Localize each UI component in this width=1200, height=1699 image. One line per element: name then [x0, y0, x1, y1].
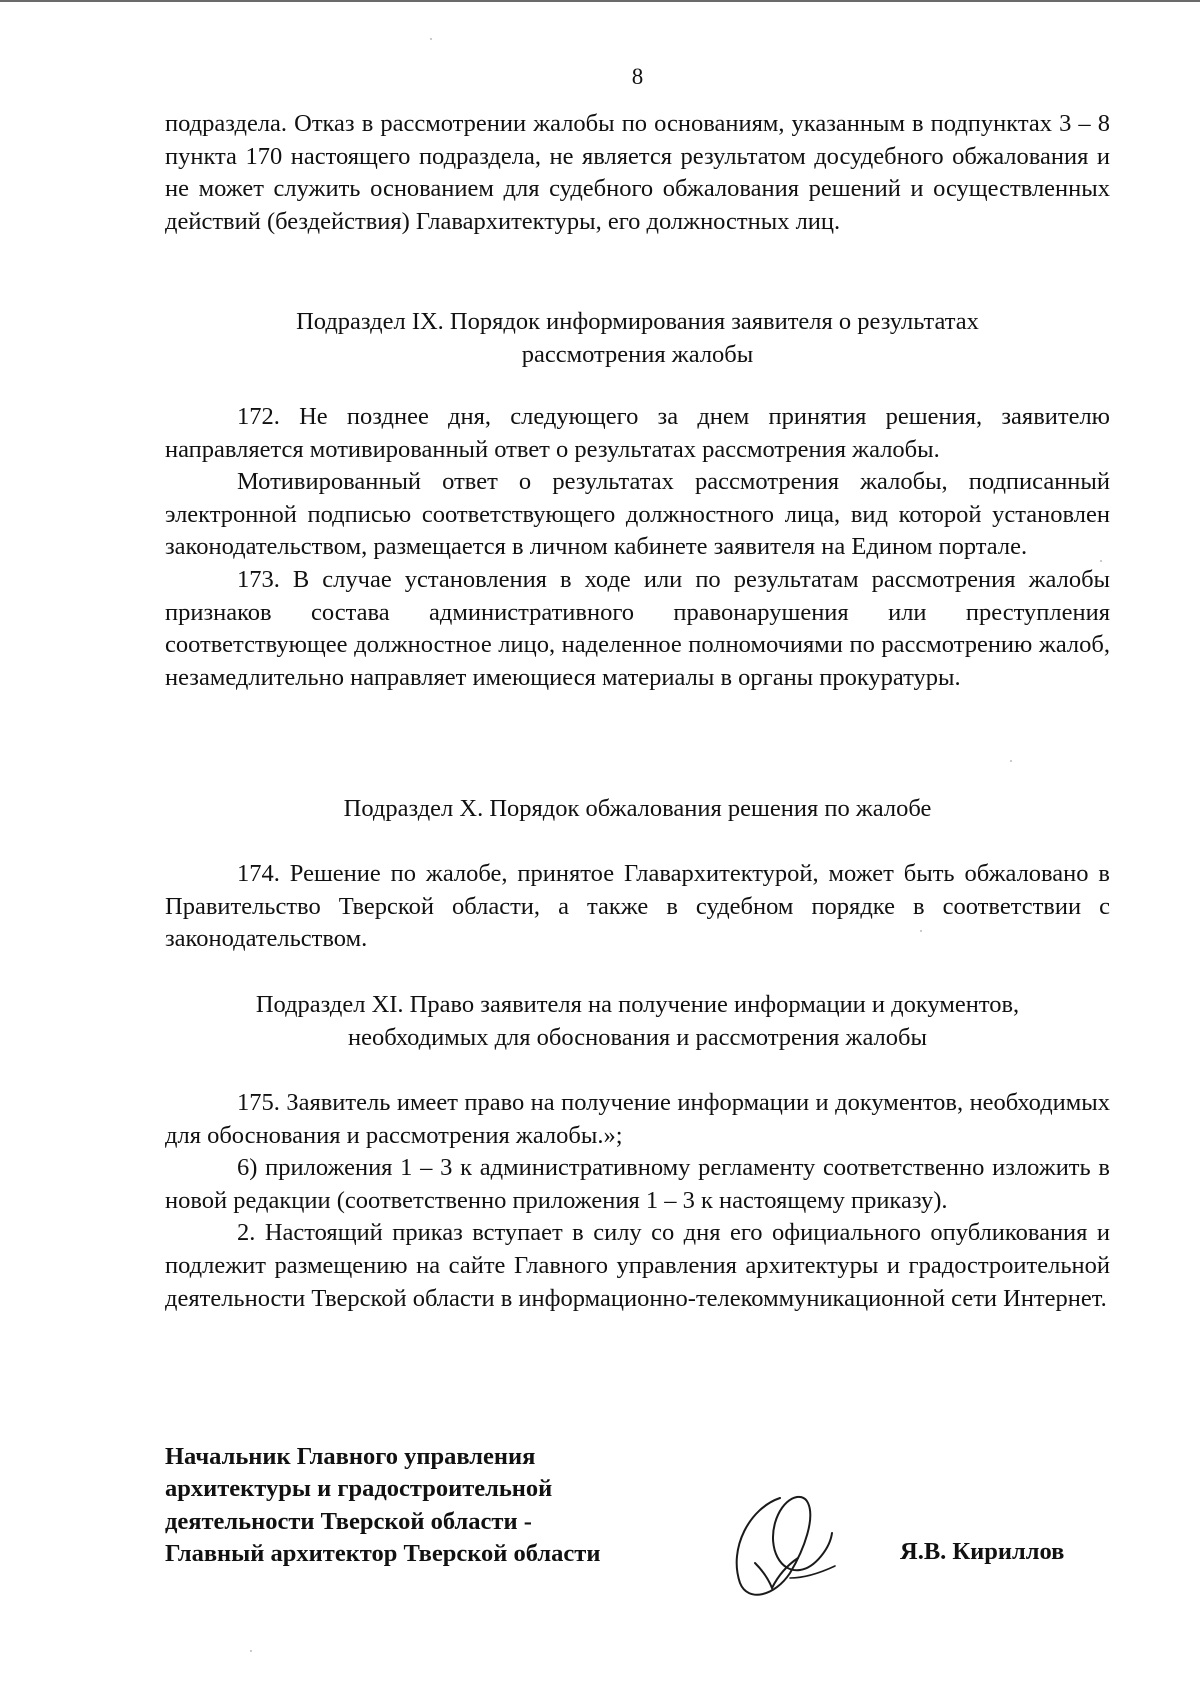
signatory-title-line3: деятельности Тверской области - [165, 1507, 532, 1535]
section-xi-heading [165, 989, 1110, 1054]
scan-speck [1010, 760, 1012, 762]
section-ix-body [165, 401, 1110, 694]
section-xi-heading-line1: Подраздел XI. Право заявителя на получение информации и документов, [255, 991, 1020, 1018]
page-number: 8 [631, 64, 644, 89]
signatory-title-line2: архитектуры и градостроительной [165, 1475, 553, 1503]
paragraph-continuation: подраздела. Отказ в рассмотрении жалобы по основаниям, указанным в подпунктах 3 – 8 пункта 170 настоящего подраздела, не является результатом досудебного обжалования и не может служить основанием для судебного обжалования решений и осуществленных действий (бездействия) Главархитектуры, его должностных лиц. [165, 110, 1110, 235]
scan-speck [1100, 560, 1102, 562]
handwritten-signature-icon [720, 1478, 850, 1608]
paragraph-172-continued: Мотивированный ответ о результатах рассмотрения жалобы, подписанный электронной подписью соответствующего должностного лица, вид которой установлен законодательством, размещается в личном кабинете заявителя на Едином портале. [165, 468, 1110, 561]
section-ix-heading-line1: Подраздел IX. Порядок информирования заявителя о результатах [296, 308, 979, 335]
paragraph-172: 172. Не позднее дня, следующего за днем принятия решения, заявителю направляется мотивированный ответ о результатах рассмотрения жалобы. [165, 403, 1110, 463]
scan-speck [430, 38, 432, 40]
paragraph-item-6: 6) приложения 1 – 3 к административному регламенту соответственно изложить в новой редакции (соответственно приложения 1 – 3 к настоящему приказу). [165, 1154, 1110, 1214]
signatory-title-line4: Главный архитектор Тверской области [165, 1540, 601, 1568]
paragraph-item-2: 2. Настоящий приказ вступает в силу со дня его официального опубликования и подлежит размещению на сайте Главного управления архитектуры и градостроительной деятельности Тверской области в информационно-телекоммуникационной сети Интернет. [165, 1219, 1110, 1312]
paragraph-174: 174. Решение по жалобе, принятое Главархитектурой, может быть обжаловано в Правительство Тверской области, а также в судебном порядке в соответствии с законодательством. [165, 860, 1110, 953]
section-x-heading [165, 793, 1110, 826]
scan-speck [920, 930, 922, 932]
section-xi-heading-line2: необходимых для обоснования и рассмотрения жалобы [348, 1023, 927, 1051]
scan-top-edge [0, 0, 1200, 2]
scan-speck [250, 1650, 252, 1652]
continuation-paragraph-block [165, 108, 1110, 238]
paragraph-175: 175. Заявитель имеет право на получение информации и документов, необходимых для обоснования и рассмотрения жалобы.»; [165, 1089, 1110, 1149]
section-x-heading-text: Подраздел X. Порядок обжалования решения по жалобе [343, 795, 932, 822]
section-xi-body [165, 1087, 1110, 1315]
signatory-name: Я.В. Кириллов [900, 1538, 1065, 1565]
section-ix-heading [165, 306, 1110, 371]
signatory-title-line1: Начальник Главного управления [165, 1443, 536, 1470]
section-ix-heading-line2: рассмотрения жалобы [521, 340, 754, 368]
paragraph-173: 173. В случае установления в ходе или по результатам рассмотрения жалобы признаков состава административного правонарушения или преступления соответствующее должностное лицо, наделенное полномочиями по рассмотрению жалоб, незамедлительно направляет имеющиеся материалы в органы прокуратуры. [165, 565, 1110, 691]
section-x-body [165, 858, 1110, 956]
signatory-title-block [165, 1441, 725, 1571]
